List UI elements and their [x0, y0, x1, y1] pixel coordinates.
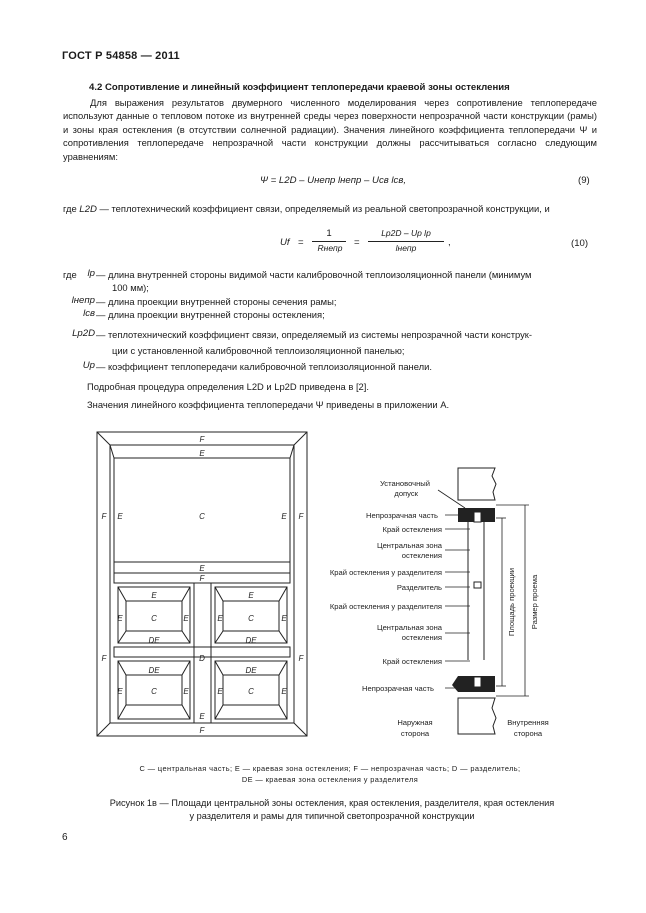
def-symbol: lнепр — [71, 295, 95, 306]
legend-line: C — центральная часть; E — краевая зона остекления; F — непрозрачная часть; D — разделитель; — [139, 764, 521, 773]
eq10-frac1-den: Rнепр — [317, 243, 343, 253]
where-symbol: L2D — [79, 204, 97, 215]
right-label: допуск — [394, 489, 418, 498]
eq10-frac2-den: lнепр — [395, 243, 417, 253]
label-F: F — [199, 574, 205, 583]
right-label: Непрозрачная часть — [366, 511, 438, 520]
label-E: E — [117, 512, 123, 521]
procedure-note: Подробная процедура определения L2D и Lp2D приведена в [2]. — [87, 381, 369, 392]
label-DE: DE — [245, 666, 257, 675]
label-E: E — [281, 614, 287, 623]
label-E: E — [217, 687, 223, 696]
label-E: E — [281, 512, 287, 521]
label-E: E — [199, 712, 205, 721]
equation-9 — [260, 175, 406, 186]
label-C: C — [199, 512, 205, 521]
label-C: C — [151, 687, 157, 696]
label-DE: DE — [245, 636, 257, 645]
label-E: E — [117, 614, 123, 623]
label-E: E — [248, 591, 254, 600]
label-E: E — [217, 614, 223, 623]
def-text-cont: ции с установленной калибровочной теплоизоляционной панелью; — [112, 345, 405, 356]
document-header: ГОСТ Р 54858 — 2011 — [62, 50, 180, 62]
opening-size-label: Размер проема — [530, 574, 539, 630]
label-C: C — [151, 614, 157, 623]
outer-side-label: сторона — [400, 729, 430, 738]
label-C: C — [248, 687, 254, 696]
def-text: — длина проекции внутренней стороны сечения рамы; — [96, 296, 337, 307]
where-prefix: где — [63, 203, 77, 214]
label-E: E — [199, 449, 205, 458]
intro-paragraph: Для выражения результатов двумерного численного моделирования через сопротивление теплопередаче используют данные о тепловом потоке из внутренней среды через поверхности непрозрачной части конструкции (рамы) и зоны края остекления (в отсутствии солнечной радиации). Значения линейного коэффициента теплопередачи Ψ и сопротивления теплопередаче непрозрачной части конструкции должны рассчитываться согласно следующим уравнениям: — [63, 97, 597, 162]
section-title: 4.2 Сопротивление и линейный коэффициент теплопередачи краевой зоны остекления — [89, 82, 510, 93]
def-symbol: lсв — [83, 308, 95, 319]
inner-side-label: Внутренняя — [507, 718, 549, 727]
inner-side-label: сторона — [513, 729, 543, 738]
label-F: F — [101, 654, 107, 663]
def-text: — длина внутренней стороны видимой части калибровочной теплоизоляционной панели (минимум — [96, 269, 532, 280]
eq10-frac1-num: 1 — [326, 228, 332, 239]
right-label: остекления — [401, 633, 442, 642]
equation-9-number: (9) — [578, 175, 590, 186]
label-DE: DE — [148, 666, 160, 675]
def-symbol: Up — [82, 360, 95, 371]
right-label: Край остекления — [382, 525, 442, 534]
label-E: E — [117, 687, 123, 696]
label-C: C — [248, 614, 254, 623]
psi-note: Значения линейного коэффициента теплопередачи Ψ приведены в приложении А. — [87, 399, 450, 410]
label-D: D — [199, 654, 205, 663]
window-section-diagram — [320, 460, 580, 750]
right-label: Разделитель — [396, 583, 442, 592]
where-l2d — [63, 202, 603, 216]
outer-side-label: Наружная — [397, 718, 433, 727]
projection-area-label: Площадь проекции — [507, 567, 516, 637]
label-DE: DE — [148, 636, 160, 645]
def-text: — коэффициент теплопередачи калибровочной теплоизоляционной панели. — [96, 361, 432, 372]
right-label: Край остекления — [382, 657, 442, 666]
eq10-lhs: Uf — [280, 237, 290, 248]
figure-title — [62, 797, 602, 823]
eq10-frac2-num: Lp2D – Up lp — [381, 228, 431, 238]
right-label: Установочный — [379, 479, 430, 488]
label-F: F — [199, 435, 205, 444]
right-label: Центральная зона — [376, 541, 442, 550]
right-label: Непрозрачная часть — [362, 684, 434, 693]
label-F: F — [298, 654, 304, 663]
right-label: Центральная зона — [376, 623, 442, 632]
def-prefix: где — [63, 269, 77, 280]
label-F: F — [101, 512, 107, 521]
legend-line: DE — краевая зона остекления у разделителя — [241, 775, 419, 784]
def-text: — длина проекции внутренней стороны остекления; — [96, 309, 325, 320]
label-E: E — [183, 614, 189, 623]
label-F: F — [199, 726, 205, 735]
where-text: — теплотехнический коэффициент связи, определяемый из реальной светопрозрачной конструкции, и — [99, 203, 550, 214]
def-symbol: Lp2D — [72, 328, 95, 339]
window-elevation-diagram — [90, 430, 315, 740]
label-E: E — [281, 687, 287, 696]
def-text: — теплотехнический коэффициент связи, определяемый из системы непрозрачной части конструк- — [96, 329, 533, 340]
right-label: остекления — [401, 551, 442, 560]
label-E: E — [151, 591, 157, 600]
equation-10: Uf = 1 Rнепр = Lp2D – Up lp lнепр , — [280, 228, 451, 253]
equation-9-text: Ψ = L2D – Uнепр lнепр – Uсв lсв, — [260, 175, 407, 186]
equation-10-number: (10) — [571, 238, 589, 249]
label-F: F — [298, 512, 304, 521]
def-text-cont: 100 мм); — [112, 282, 149, 293]
figure-title-line: Рисунок 1в — Площади центральной зоны остекления, края остекления, разделителя, края остекления — [109, 798, 555, 808]
page-number: 6 — [62, 832, 68, 843]
label-E: E — [183, 687, 189, 696]
right-label: Край остекления у разделителя — [329, 568, 442, 577]
def-symbol: lp — [87, 268, 95, 279]
figure-title-line: у разделителя и рамы для типичной светопрозрачной конструкции — [189, 811, 475, 821]
label-E: E — [199, 564, 205, 573]
right-label: Край остекления у разделителя — [329, 602, 442, 611]
figure-legend — [90, 763, 570, 785]
